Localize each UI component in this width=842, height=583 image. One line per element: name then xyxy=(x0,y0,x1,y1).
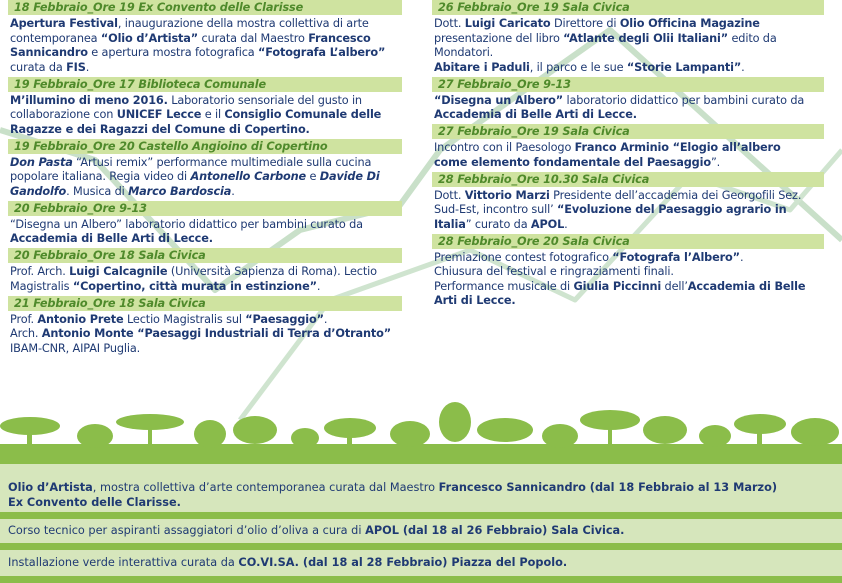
text-run: . xyxy=(316,279,321,293)
text-run: curata dal Maestro xyxy=(198,31,309,45)
text-run: Ragazze e dei Ragazzi del Comune di Copertino. xyxy=(10,122,310,136)
text-line xyxy=(8,495,842,510)
text-run: M’illumino di meno 2016. xyxy=(10,93,168,107)
text-run: Corso tecnico per aspiranti assaggiatori d’olio d’oliva a cura di xyxy=(8,524,366,537)
text-run: e il xyxy=(201,108,225,121)
text-run: Luigi Calcagnile xyxy=(69,265,168,278)
text-line xyxy=(434,265,824,280)
event-block xyxy=(432,234,824,309)
text-run: . xyxy=(323,312,328,326)
event-description xyxy=(432,94,824,123)
text-run: Mondatori. xyxy=(434,46,494,59)
text-run: . xyxy=(231,184,235,198)
text-run: laboratorio didattico per bambini curato da xyxy=(563,93,805,107)
text-line xyxy=(10,218,402,233)
text-run: collaborazione con xyxy=(10,108,117,121)
text-run: “Copertino, città murata in estinzione” xyxy=(72,279,317,293)
text-run: Magistralis xyxy=(10,279,73,293)
text-run: Laboratorio sensoriale del gusto in xyxy=(167,93,362,107)
event-date-header: 18 Febbraio_Ore 19 Ex Convento delle Clarisse xyxy=(8,0,402,15)
text-run: Accademia di Belle xyxy=(687,279,806,293)
event-block xyxy=(432,124,824,170)
text-run: “Evoluzione del Paesaggio agrario in xyxy=(557,203,787,216)
text-run: APOL (dal 18 al 26 Febbraio) Sala Civica. xyxy=(365,524,625,537)
text-line xyxy=(434,46,824,61)
text-line xyxy=(434,218,824,233)
text-run: Presidente dell’accademia dei Georgofili Sez. xyxy=(549,188,802,202)
text-run: Incontro con il Paesologo xyxy=(434,141,575,154)
event-date-header: 20 Febbraio_Ore 9-13 xyxy=(8,201,402,216)
event-block xyxy=(8,201,402,247)
text-line xyxy=(434,203,824,218)
text-run: Premiazione contest fotografico xyxy=(434,250,613,264)
text-line xyxy=(434,189,824,204)
event-description xyxy=(432,251,824,309)
event-block xyxy=(432,172,824,233)
text-run: “Storie Lampanti” xyxy=(626,60,742,74)
text-line xyxy=(10,170,402,185)
text-run: Don Pasta xyxy=(10,155,73,169)
text-line xyxy=(10,17,402,32)
text-run: Giulia Piccinni xyxy=(573,279,662,293)
text-run: Gandolfo xyxy=(10,184,67,198)
text-run: . xyxy=(739,250,744,264)
tree-skyline-illustration xyxy=(0,400,842,464)
event-description xyxy=(432,141,824,170)
event-date-header: 19 Febbraio_Ore 17 Biblioteca Comunale xyxy=(8,77,402,92)
text-run: Franco Arminio xyxy=(574,141,669,154)
right-column-events xyxy=(432,0,824,310)
text-run: ”. xyxy=(710,155,721,169)
text-run: . Musica di xyxy=(66,184,129,198)
event-date-header: 28 Febbraio_Ore 20 Sala Civica xyxy=(432,234,824,249)
text-run: Direttore di xyxy=(550,17,620,30)
text-run: Marco Bardoscia xyxy=(128,184,232,198)
event-description xyxy=(432,189,824,233)
text-run: Antonello Carbone xyxy=(190,170,307,183)
text-run: UNICEF Lecce xyxy=(116,108,202,121)
text-line xyxy=(10,61,402,76)
event-block xyxy=(8,0,402,75)
text-run: Luigi Caricato xyxy=(464,17,551,30)
event-date-header: 27 Febbraio_Ore 9-13 xyxy=(432,77,824,92)
text-line xyxy=(10,156,402,171)
green-stripe xyxy=(0,512,842,519)
text-run: Prof. xyxy=(10,312,38,326)
text-run: “Atlante degli Olii Italiani” xyxy=(563,31,729,45)
text-run: Lectio Magistralis sul xyxy=(123,312,246,326)
event-date-header: 19 Febbraio_Ore 20 Castello Angioino di Copertino xyxy=(8,139,402,154)
text-line xyxy=(434,61,824,76)
text-run: , inaugurazione della mostra collettiva di arte xyxy=(117,17,369,30)
text-run: Apertura Festival xyxy=(10,17,118,30)
text-run: presentazione del libro xyxy=(434,31,564,45)
text-run: CO.VI.SA. (dal 18 al 28 Febbraio) Piazza del Popolo. xyxy=(238,556,568,569)
text-run: Arti di Lecce. xyxy=(434,294,516,307)
text-line xyxy=(10,185,402,200)
text-run: Ex Convento delle Clarisse. xyxy=(8,496,181,509)
text-run: . xyxy=(741,60,745,74)
text-run: Consiglio Comunale delle xyxy=(224,108,382,121)
text-run: Dott. xyxy=(434,17,465,30)
text-run: “Artusi remix” performance multimediale sulla cucina xyxy=(72,155,372,169)
event-date-header: 27 Febbraio_Ore 19 Sala Civica xyxy=(432,124,824,139)
text-line xyxy=(10,94,402,109)
event-description xyxy=(8,265,402,294)
event-date-header: 20 Febbraio_Ore 18 Sala Civica xyxy=(8,248,402,263)
bottom-note-3 xyxy=(0,550,842,576)
text-run: Accademia di Belle Arti di Lecce. xyxy=(434,108,637,121)
bottom-note-1 xyxy=(0,464,842,512)
green-stripe xyxy=(0,543,842,550)
left-column-events xyxy=(8,0,402,358)
event-date-header: 28 Febbraio_Ore 10.30 Sala Civica xyxy=(432,172,824,187)
text-line xyxy=(434,94,824,109)
text-run: e xyxy=(306,170,320,183)
event-block xyxy=(8,139,402,200)
event-description xyxy=(432,17,824,75)
text-run: “Disegna un Albero” xyxy=(434,93,564,107)
text-run: Prof. Arch. xyxy=(10,265,70,278)
text-run: (Università Sapienza di Roma). Lectio xyxy=(167,265,377,278)
text-line xyxy=(10,265,402,280)
event-block xyxy=(432,77,824,123)
text-line xyxy=(10,32,402,47)
text-run: Abitare i Paduli xyxy=(434,60,530,74)
text-run: Vittorio Marzi xyxy=(464,188,550,202)
event-block xyxy=(8,296,402,357)
text-run: Chiusura del festival e ringraziamenti finali. xyxy=(434,265,674,278)
event-block xyxy=(8,77,402,138)
text-run: “Fotografa l’Albero” xyxy=(612,250,740,264)
text-run: Sud-Est, incontro sull’ xyxy=(434,203,558,216)
text-run: Olio d’Artista xyxy=(8,481,93,494)
bottom-note-2 xyxy=(0,519,842,543)
event-description xyxy=(8,17,402,75)
text-run: , il parco e le sue xyxy=(529,60,627,74)
text-run: Accademia di Belle Arti di Lecce. xyxy=(10,232,213,245)
text-line xyxy=(434,294,824,309)
text-run: Olio Officina Magazine xyxy=(619,17,760,30)
green-stripe xyxy=(0,576,842,583)
text-line xyxy=(434,32,824,47)
text-run: Antonio Monte “Paesaggi Industriali di Terra d’Otranto” xyxy=(41,327,392,340)
text-run: popolare italiana. Regia video di xyxy=(10,170,191,183)
text-run: Sannicandro xyxy=(10,46,88,59)
text-run: “Elogio all’albero xyxy=(668,141,781,154)
text-line xyxy=(434,251,824,266)
text-run: “Fotografa L’albero” xyxy=(257,46,386,59)
text-line xyxy=(10,123,402,138)
event-description xyxy=(8,218,402,247)
text-run: come elemento fondamentale del Paesaggio xyxy=(434,155,711,169)
text-run: dell’ xyxy=(661,279,688,293)
text-run: “Olio d’Artista” xyxy=(100,31,199,45)
event-date-header: 21 Febbraio_Ore 18 Sala Civica xyxy=(8,296,402,311)
event-description xyxy=(8,156,402,200)
text-run: Davide Di xyxy=(319,170,380,183)
text-run: Installazione verde interattiva curata da xyxy=(8,556,239,569)
text-run: Antonio Prete xyxy=(37,312,124,326)
text-run: . xyxy=(85,60,90,74)
text-line xyxy=(10,327,402,342)
text-line xyxy=(10,232,402,247)
text-line xyxy=(434,280,824,295)
text-run: APOL xyxy=(530,217,565,231)
text-run: Francesco Sannicandro (dal 18 Febbraio al 13 Marzo) xyxy=(438,481,778,494)
text-line xyxy=(10,108,402,123)
text-line xyxy=(8,519,842,543)
text-run: ” curato da xyxy=(465,217,531,231)
event-description xyxy=(8,94,402,138)
text-line xyxy=(8,550,842,576)
text-run: Francesco xyxy=(308,31,371,45)
text-run: Italia xyxy=(434,217,466,231)
text-run: , mostra collettiva d’arte contemporanea curata dal Maestro xyxy=(92,481,439,494)
text-run: Arch. xyxy=(10,327,42,340)
text-run: edito da xyxy=(728,31,777,45)
text-line xyxy=(434,17,824,32)
text-run: FIS xyxy=(66,60,86,74)
text-run: “Disegna un Albero” laboratorio didattico per bambini curato da xyxy=(10,217,363,231)
text-run: “Paesaggio” xyxy=(245,312,324,326)
event-date-header: 26 Febbraio_Ore 19 Sala Civica xyxy=(432,0,824,15)
text-run: . xyxy=(564,217,568,231)
text-line xyxy=(8,480,842,495)
text-line xyxy=(10,313,402,328)
text-run: Dott. xyxy=(434,188,465,202)
text-run: IBAM-CNR, AIPAI Puglia. xyxy=(10,341,141,355)
text-line xyxy=(10,280,402,295)
text-run: contemporanea xyxy=(10,31,101,45)
text-line xyxy=(434,156,824,171)
text-run: Performance musicale di xyxy=(434,279,574,293)
text-line xyxy=(10,46,402,61)
event-block xyxy=(432,0,824,75)
text-run: e apertura mostra fotografica xyxy=(87,46,258,59)
event-block xyxy=(8,248,402,294)
text-run: curata da xyxy=(10,60,67,74)
event-description xyxy=(8,313,402,357)
text-line xyxy=(434,141,824,156)
text-line xyxy=(10,342,402,357)
text-line xyxy=(434,108,824,123)
